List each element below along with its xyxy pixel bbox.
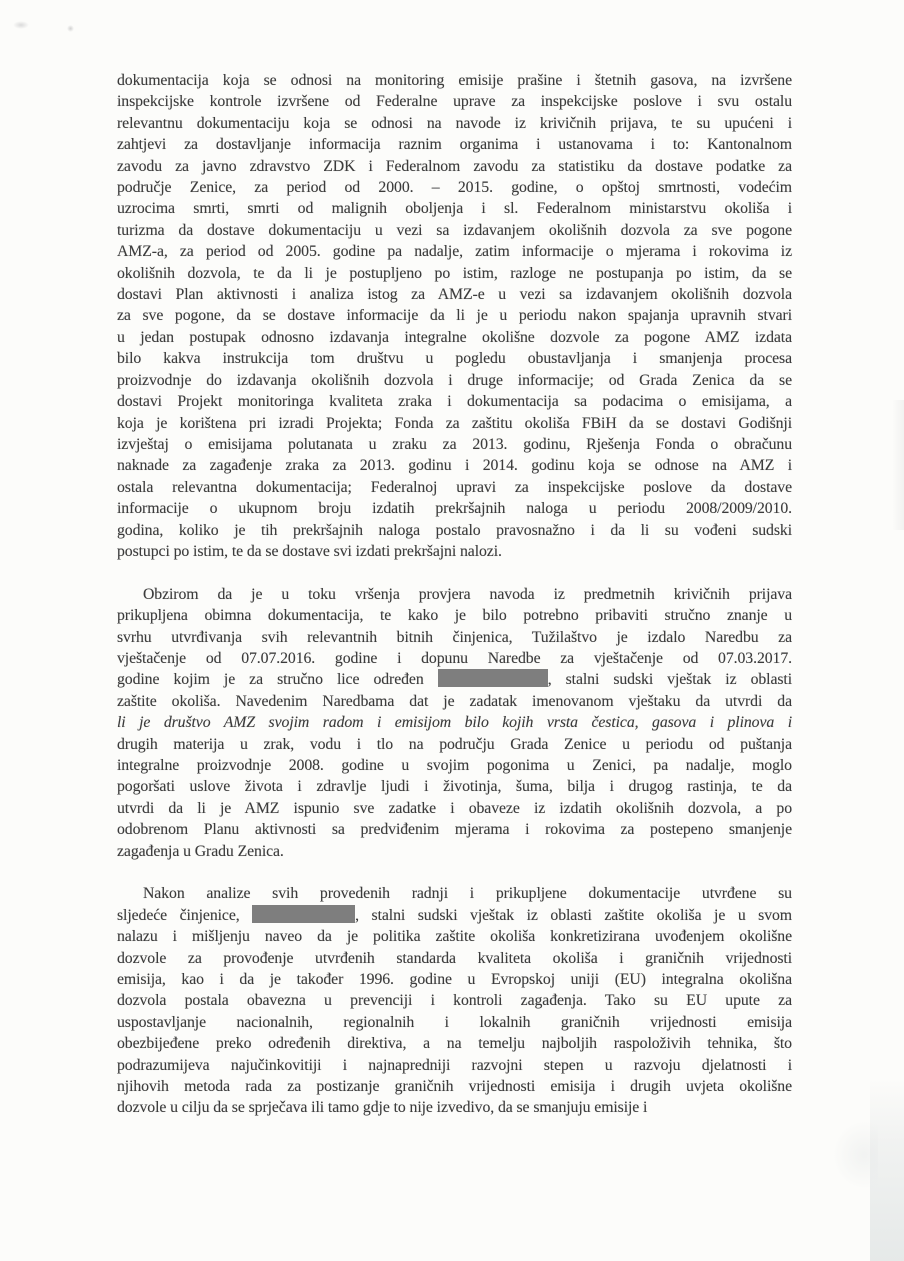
text-segment: zavodu za javno zdravstvo ZDK i Federalnom zavodu za statistiku da dostave podatke za bbox=[117, 157, 792, 175]
text-line bbox=[117, 1097, 792, 1118]
text-segment: nalazu i mišljenju naveo da je politika zaštite okoliša konkretizirana uvođenjem okolišne bbox=[117, 928, 792, 946]
scan-shadow-smear bbox=[832, 1120, 878, 1190]
text-line bbox=[117, 413, 792, 434]
text-line bbox=[117, 113, 792, 134]
scan-speck bbox=[13, 21, 29, 29]
redaction-box bbox=[438, 669, 548, 687]
text-segment: sljedeće činjenice, bbox=[117, 906, 253, 924]
text-segment: uzrocima smrti, smrti od malignih oboljenja i sl. Federalnom ministarstvu okoliša i bbox=[117, 200, 792, 218]
text-line bbox=[117, 926, 792, 947]
paragraph-2 bbox=[117, 584, 792, 862]
text-line bbox=[117, 327, 792, 348]
text-segment: podrazumijeva najučinkovitiji i najnapredniji razvojni stepen u razvoju djelatnosti i bbox=[117, 1056, 792, 1074]
text-line bbox=[117, 627, 792, 648]
text-line bbox=[117, 648, 792, 669]
text-segment: koja je korištena pri izradi Projekta; Fonda za zaštitu okoliša FBiH da se dostavi Godišnji bbox=[117, 414, 792, 432]
text-line bbox=[117, 241, 792, 262]
text-line bbox=[117, 156, 792, 177]
text-segment: zaštite okoliša. Navedenim Naredbama dat je zadatak imenovanom vještaku da utvrdi da bbox=[117, 692, 792, 710]
text-line bbox=[117, 584, 792, 605]
text-segment: turizma da dostave dokumentaciju u vezi sa izdavanjem okolišnih dozvola za sve pogone bbox=[117, 221, 792, 239]
paragraph-1 bbox=[117, 70, 792, 562]
text-line bbox=[117, 220, 792, 241]
text-line bbox=[117, 712, 792, 733]
text-segment: godine kojim je za stručno lice određen bbox=[117, 671, 438, 689]
text-line bbox=[117, 177, 792, 198]
text-line bbox=[117, 305, 792, 326]
text-line bbox=[117, 841, 792, 862]
text-segment: područje Zenice, za period od 2000. – 2015. godine, o opštoj smrtnosti, vodećim bbox=[117, 179, 792, 197]
text-line bbox=[117, 776, 792, 797]
text-segment: vještačenje od 07.07.2016. godine i dopunu Naredbe za vještačenje od 07.03.2017. bbox=[117, 649, 792, 667]
document-body bbox=[117, 70, 792, 1119]
text-line bbox=[117, 391, 792, 412]
text-segment: dozvola postala obavezna u prevenciji i kontroli zagađenja. Tako su EU upute za bbox=[117, 992, 792, 1010]
text-line bbox=[117, 348, 792, 369]
text-line bbox=[117, 198, 792, 219]
text-segment: godina, koliko je tih prekršajnih naloga postalo pravosnažno i da li su vođeni sudski bbox=[117, 521, 792, 539]
text-segment: zagađenja u Gradu Zenica. bbox=[117, 842, 284, 860]
scan-edge-smudge bbox=[892, 400, 904, 530]
text-segment: bilo kakva instrukcija tom društvu u pogledu obustavljanja i smanjenja procesa bbox=[117, 350, 792, 368]
text-line bbox=[117, 669, 792, 690]
text-segment: , stalni sudski vještak iz oblasti bbox=[547, 671, 793, 689]
text-segment: uspostavljanje nacionalnih, regionalnih i lokalnih graničnih vrijednosti emisija bbox=[117, 1013, 792, 1031]
text-segment: drugih materija u zrak, vodu i tlo na području Grada Zenice u periodu od puštanja bbox=[117, 735, 792, 753]
text-line bbox=[117, 1033, 792, 1054]
text-segment: li je društvo AMZ svojim radom i emisijom bilo kojih vrsta čestica, gasova i plinova i bbox=[117, 714, 792, 732]
text-segment: ostala relevantna dokumentacija; Federalnoj upravi za inspekcijske poslove da dostave bbox=[117, 478, 792, 496]
redaction-box bbox=[252, 905, 355, 923]
text-segment: Nakon analize svih provedenih radnji i prikupljene dokumentacije utvrđene su bbox=[143, 885, 792, 903]
text-line bbox=[117, 990, 792, 1011]
text-segment: informacije o ukupnom broju izdatih prekršajnih naloga u periodu 2008/2009/2010. bbox=[117, 500, 792, 518]
text-segment: dozvole u cilju da se sprječava ili tamo gdje to nije izvedivo, da se smanjuju emisije i bbox=[117, 1099, 648, 1117]
text-segment: dokumentacija koja se odnosi na monitoring emisije prašine i štetnih gasova, na izvršene bbox=[117, 72, 792, 89]
text-line bbox=[117, 969, 792, 990]
text-line bbox=[117, 134, 792, 155]
text-line bbox=[117, 284, 792, 305]
scan-speck bbox=[67, 25, 74, 32]
text-segment: dostavi Projekt monitoringa kvaliteta zraka i dokumentacija sa podacima o emisijama, a bbox=[117, 393, 792, 411]
text-segment: prikupljena obimna dokumentacija, te kako je bilo potrebno pribaviti stručno znanje u bbox=[117, 607, 792, 625]
text-segment: dostavi Plan aktivnosti i analiza istog za AMZ-e u vezi sa izdavanjem okolišnih dozvola bbox=[117, 286, 792, 304]
text-line bbox=[117, 370, 792, 391]
text-line bbox=[117, 541, 792, 562]
text-segment: integralne proizvodnje 2008. godine u svojim pogonima u Zenici, pa nadalje, moglo bbox=[117, 756, 792, 774]
text-line bbox=[117, 434, 792, 455]
text-segment: obezbijeđene preko određenih direktiva, a na temelju najboljih raspoloživih tehnika, što bbox=[117, 1035, 792, 1053]
text-segment: utvrdi da li je AMZ ispunio sve zadatke i obaveze iz izdatih okolišnih dozvola, a po bbox=[117, 799, 792, 817]
text-segment: zahtjevi za dostavljanje informacija raznim organima i ustanovama i to: Kantonalnom bbox=[117, 136, 792, 154]
text-segment: za sve pogone, da se dostave informacije da li je u periodu nakon spajanja upravnih stvari bbox=[117, 307, 792, 325]
text-segment: , stalni sudski vještak iz oblasti zaštite okoliša je u svom bbox=[355, 906, 792, 924]
text-segment: Obzirom da je u toku vršenja provjera navoda iz predmetnih krivičnih prijava bbox=[143, 585, 792, 603]
text-line bbox=[117, 520, 792, 541]
text-segment: relevantnu dokumentaciju koja se odnosi na navode iz krivičnih prijava, te su upućeni i bbox=[117, 114, 792, 132]
text-line bbox=[117, 691, 792, 712]
text-segment: AMZ-a, za period od 2005. godine pa nadalje, zatim informacije o mjerama i rokovima iz bbox=[117, 243, 792, 261]
text-segment: izvještaj o emisijama polutanata u zraku za 2013. godinu, Rješenja Fonda o obračunu bbox=[117, 435, 792, 453]
text-segment: proizvodnje do izdavanja okolišnih dozvola i druge informacije; od Grada Zenica da se bbox=[117, 371, 792, 389]
text-line bbox=[117, 455, 792, 476]
paragraph-3 bbox=[117, 883, 792, 1118]
text-segment: inspekcijske kontrole izvršene od Federalne uprave za inspekcijske poslove i svu ostalu bbox=[117, 93, 792, 111]
text-line bbox=[117, 734, 792, 755]
text-segment: pogoršati uslove života i zdravlje ljudi i životinja, šuma, bilja i drugog rastinja, te da bbox=[117, 778, 792, 796]
text-line bbox=[117, 819, 792, 840]
text-line bbox=[117, 498, 792, 519]
text-line bbox=[117, 1012, 792, 1033]
text-line bbox=[117, 605, 792, 626]
text-line bbox=[117, 883, 792, 904]
text-segment: postupci po istim, te da se dostave svi izdati prekršajni nalozi. bbox=[117, 542, 502, 560]
text-segment: svrhu utvrđivanja svih relevantnih bitnih činjenica, Tužilaštvo je izdalo Naredbu za bbox=[117, 628, 792, 646]
text-line bbox=[117, 1055, 792, 1076]
text-segment: u jedan postupak odnosno izdavanja integralne okolišne dozvole za pogone AMZ izdata bbox=[117, 328, 792, 346]
text-line bbox=[117, 70, 792, 91]
text-segment: okolišnih dozvola, te da li je postupljeno po istim, razloge ne postupanja po istim, da se bbox=[117, 264, 792, 282]
text-segment: odobrenom Planu aktivnosti sa predviđenim mjerama i rokovima za postepeno smanjenje bbox=[117, 821, 792, 839]
text-segment: dozvole za provođenje utvrđenih standarda kvaliteta okoliša i graničnih vrijednosti bbox=[117, 949, 792, 967]
text-segment: njihovih metoda rada za postizanje graničnih vrijednosti emisija i drugih uvjeta okolišne bbox=[117, 1078, 792, 1096]
text-line bbox=[117, 477, 792, 498]
text-line bbox=[117, 1076, 792, 1097]
text-line bbox=[117, 263, 792, 284]
text-segment: naknade za zagađenje zraka za 2013. godinu i 2014. godinu koja se odnose na AMZ i bbox=[117, 457, 792, 475]
text-line bbox=[117, 948, 792, 969]
text-line bbox=[117, 798, 792, 819]
text-line bbox=[117, 755, 792, 776]
scan-shadow-band bbox=[870, 1078, 904, 1261]
text-line bbox=[117, 91, 792, 112]
text-line bbox=[117, 905, 792, 926]
text-segment: emisija, kao i da je također 1996. godine u Evropskoj uniji (EU) integralna okolišna bbox=[117, 971, 792, 989]
